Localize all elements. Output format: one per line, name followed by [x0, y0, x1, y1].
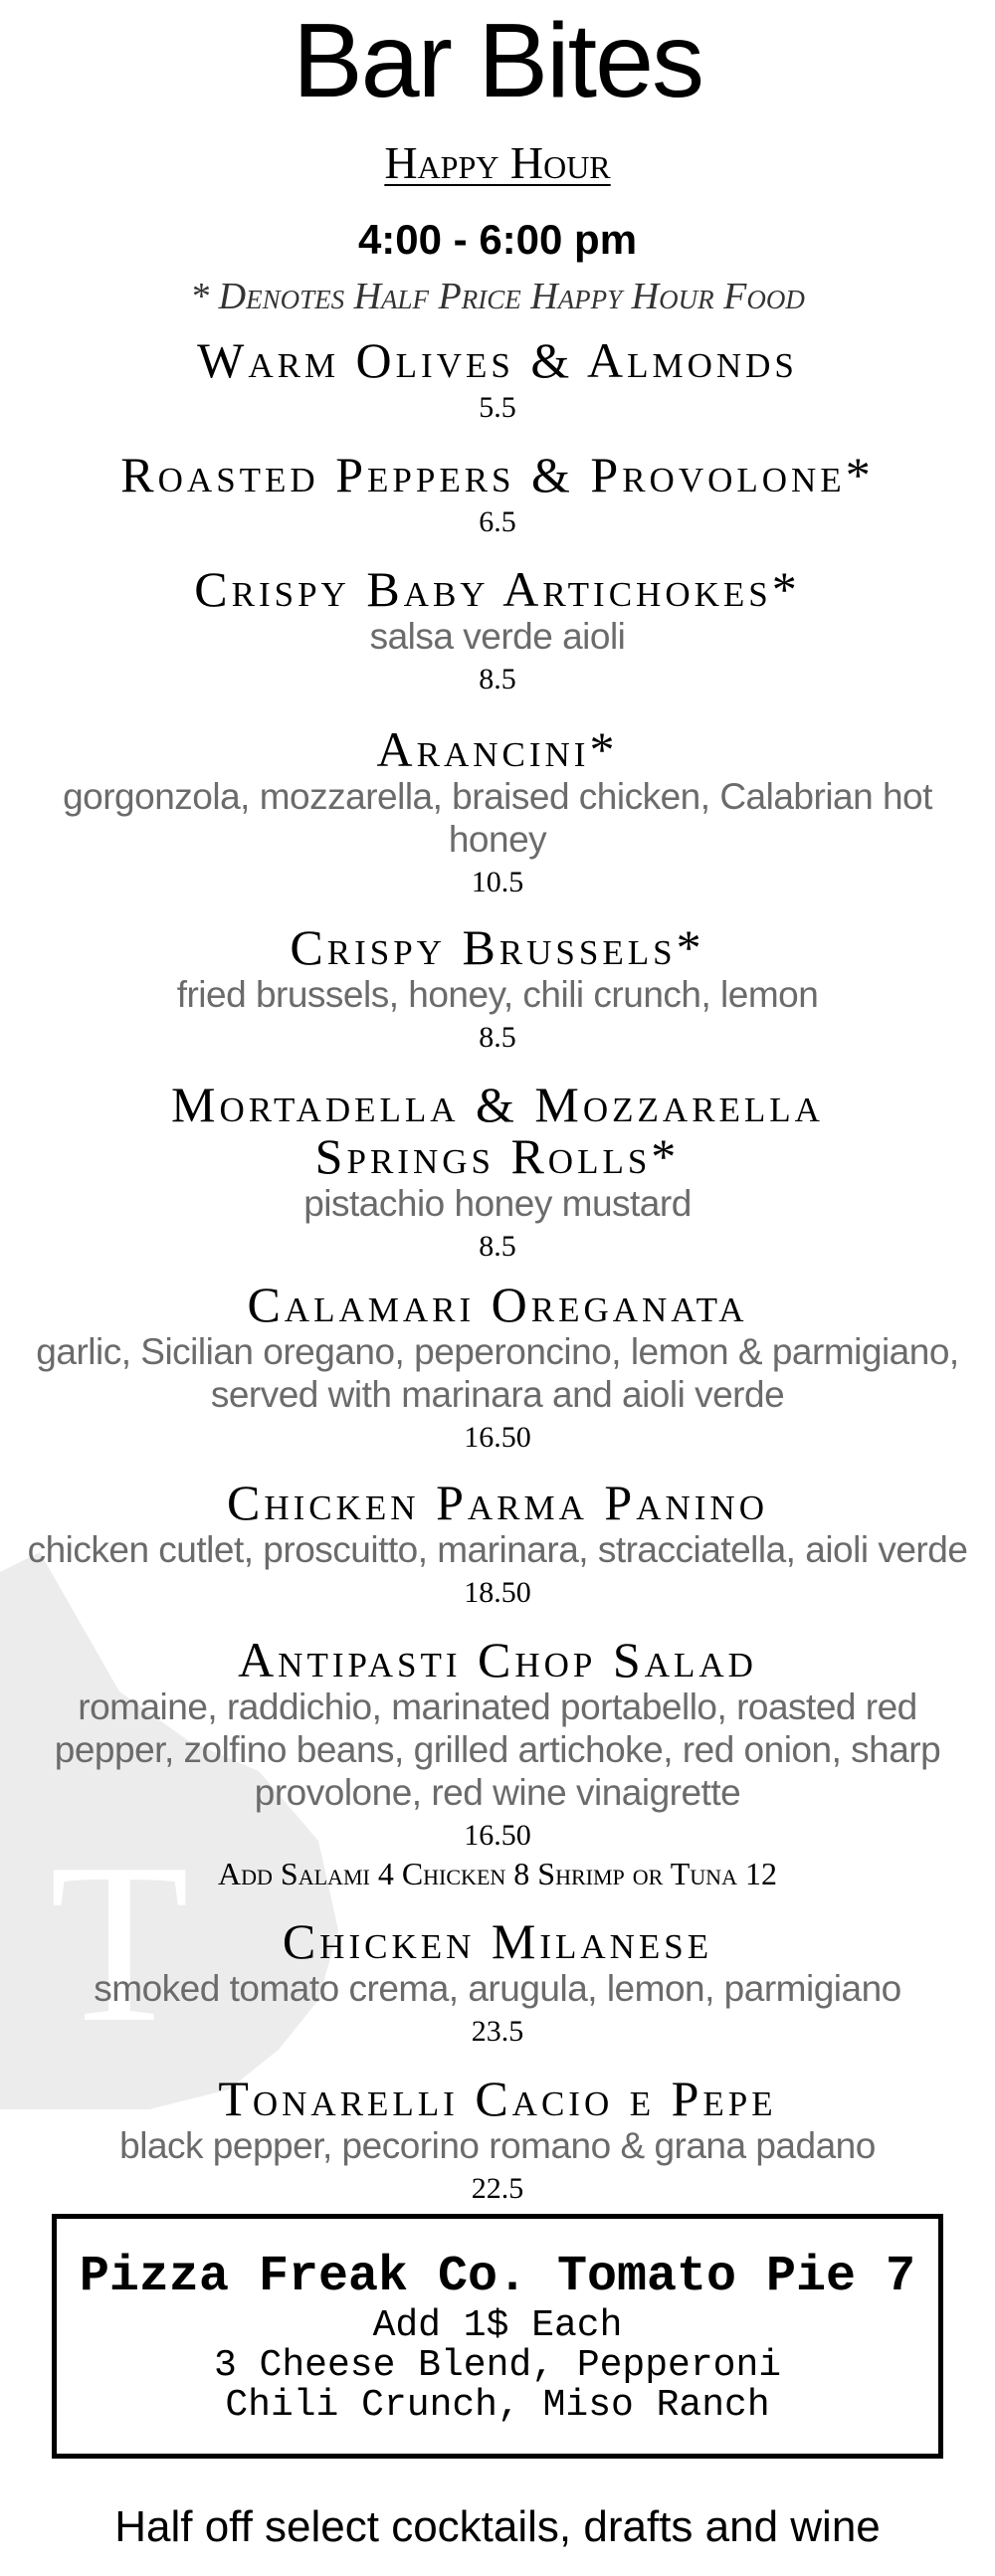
footer-note: Half off select cocktails, drafts and wine	[114, 2502, 881, 2551]
item-name: Warm Olives & Almonds	[197, 332, 798, 388]
item-price: 16.50	[464, 1421, 531, 1454]
happy-hour-note: * Denotes Half Price Happy Hour Food	[190, 276, 805, 317]
item-description: fried brussels, honey, chili crunch, lemon	[176, 974, 819, 1015]
menu-title: Bar Bites	[292, 2, 703, 119]
item-price: 8.5	[479, 1230, 516, 1263]
item-price: 16.50	[464, 1819, 531, 1852]
item-description: garlic, Sicilian oregano, peperoncino, lemon & parmigiano, served with marinara and aioli verde	[36, 1331, 959, 1415]
pizza-callout-box	[52, 2214, 943, 2459]
item-name: Antipasti Chop Salad	[238, 1632, 757, 1687]
item-description: salsa verde aioli	[369, 616, 626, 657]
item-name: Crispy Baby Artichokes*	[194, 561, 801, 617]
happy-hour-time: 4:00 - 6:00 pm	[357, 216, 638, 263]
item-name: Crispy Brussels*	[290, 919, 705, 975]
item-name: Chicken Parma Panino	[227, 1475, 768, 1530]
item-name: Mortadella & Mozzarella Springs Rolls*	[171, 1077, 824, 1184]
item-price: 23.5	[471, 2015, 524, 2048]
item-price: 6.5	[479, 505, 516, 538]
menu-item	[20, 1477, 975, 1613]
item-description: chicken cutlet, proscuitto, marinara, stracciatella, aioli verde	[27, 1529, 968, 1570]
item-price: 5.5	[479, 391, 516, 424]
item-price: 10.5	[471, 866, 524, 898]
item-name: Roasted Peppers & Provolone*	[120, 447, 875, 502]
item-addon: Add Salami 4 Chicken 8 Shrimp or Tuna 12	[218, 1856, 777, 1891]
pizza-title: Pizza Freak Co. Tomato Pie 7	[79, 2249, 916, 2305]
menu-item	[30, 449, 965, 542]
menu-item	[30, 723, 965, 902]
item-price: 8.5	[479, 1021, 516, 1054]
item-price: 18.50	[464, 1576, 531, 1609]
item-price: 8.5	[479, 663, 516, 695]
item-name: Chicken Milanese	[282, 1913, 713, 1969]
item-name: Tonarelli Cacio e Pepe	[218, 2071, 777, 2126]
happy-hour-label: Happy Hour	[384, 137, 611, 188]
item-price: 22.5	[471, 2172, 524, 2205]
menu-item	[30, 1279, 965, 1458]
item-name: Calamari Oreganata	[247, 1277, 748, 1332]
menu-item	[30, 1634, 965, 1891]
item-description: black pepper, pecorino romano & grana padano	[119, 2125, 876, 2166]
item-description: smoked tomato crema, arugula, lemon, parmigiano	[94, 1968, 901, 2009]
item-description: romaine, raddichio, marinated portabello, roasted red pepper, zolfino beans, grilled artichoke, red onion, sharp provolone, red wine vinaigrette	[54, 1686, 941, 1813]
menu-item	[30, 334, 965, 428]
menu-item	[80, 1079, 915, 1267]
pizza-topping-line: Chili Crunch, Miso Ranch	[225, 2384, 770, 2427]
pizza-topping-line: 3 Cheese Blend, Pepperoni	[213, 2344, 782, 2387]
item-description: gorgonzola, mozzarella, braised chicken, Calabrian hot honey	[63, 776, 932, 860]
item-description: pistachio honey mustard	[303, 1183, 692, 1224]
pizza-addon-line: Add 1$ Each	[372, 2304, 623, 2347]
menu-item	[30, 1915, 965, 2052]
watermark-letter: T	[49, 1816, 190, 2070]
item-name: Arancini*	[376, 721, 619, 777]
menu-item	[30, 2073, 965, 2209]
menu-item	[30, 563, 965, 699]
menu-item	[30, 921, 965, 1058]
